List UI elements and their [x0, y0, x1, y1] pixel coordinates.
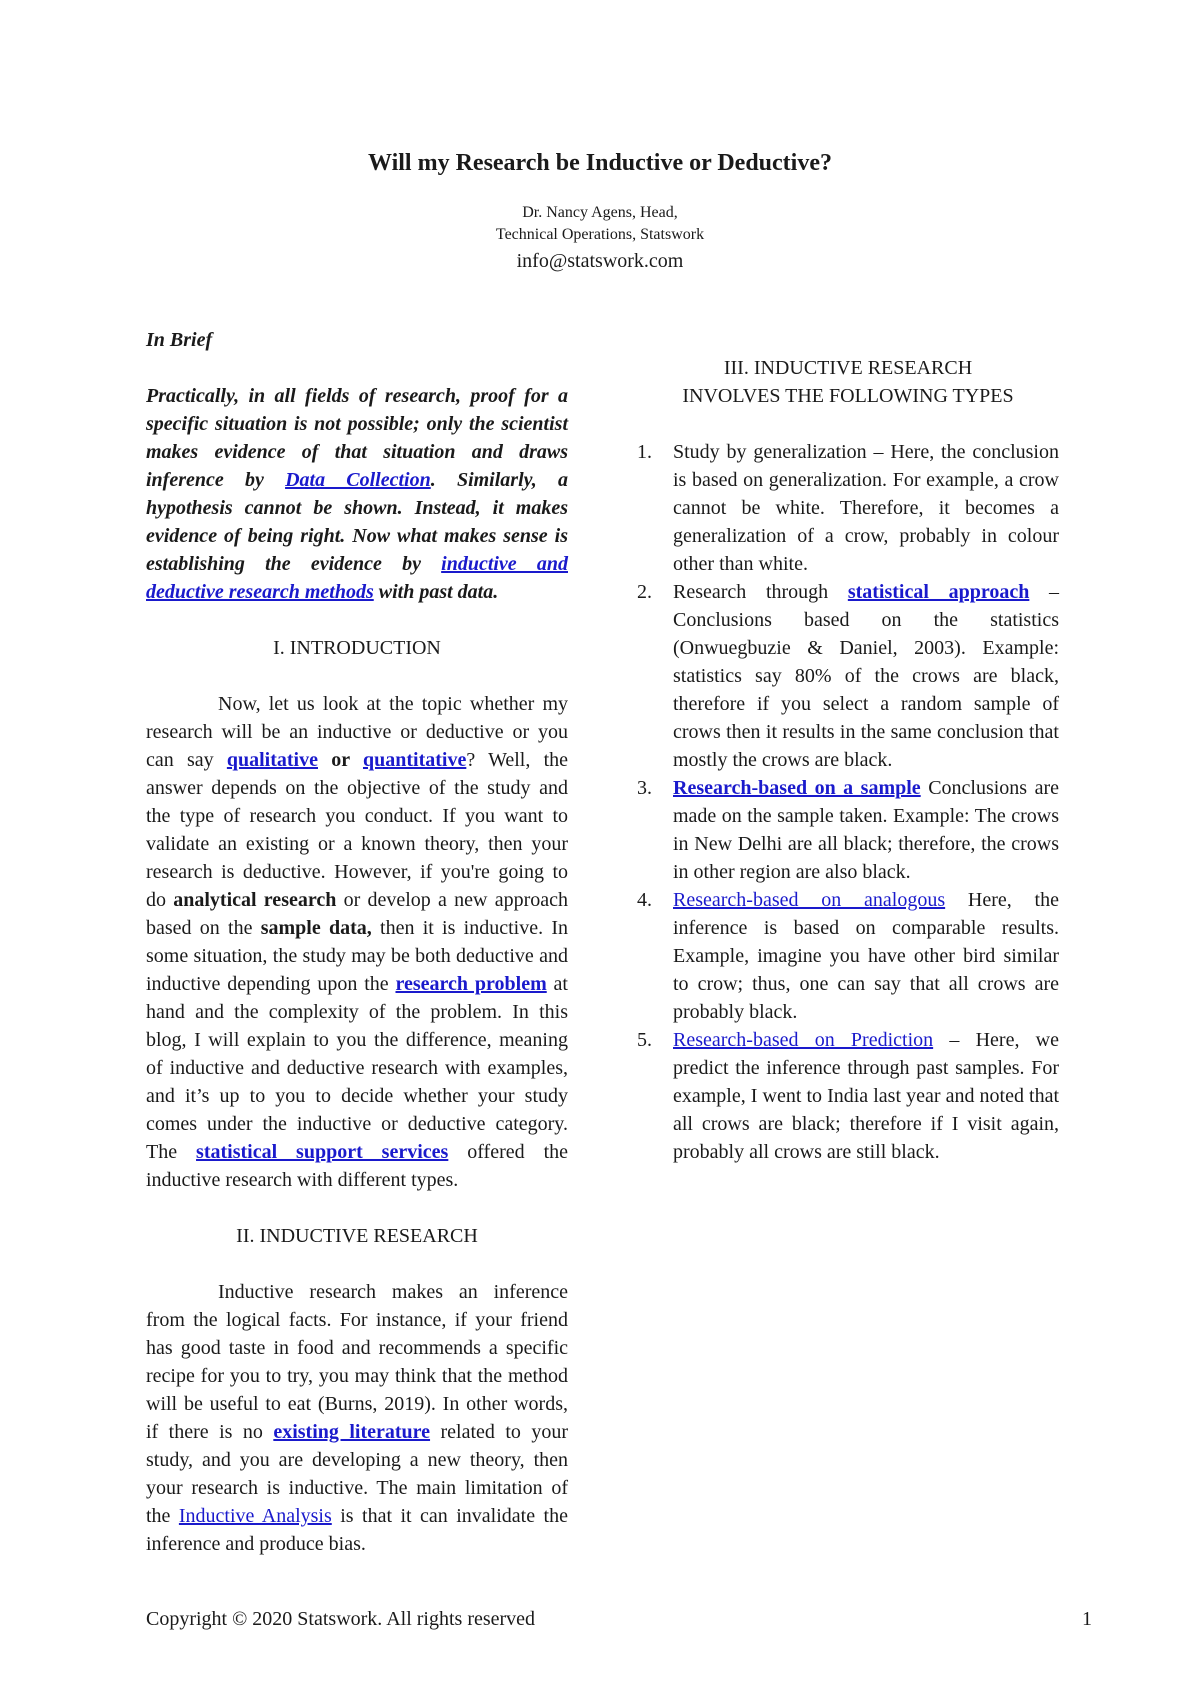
author-email: info@statswork.com [516, 250, 684, 272]
page-number: 1 [1082, 1608, 1092, 1630]
intro-text-3: or develop a new approach based on the [146, 889, 568, 939]
intro-or: or [318, 749, 363, 771]
data-collection-link[interactable]: Data Collection [285, 469, 431, 491]
brief-heading: In Brief [146, 329, 213, 351]
quantitative-link[interactable]: quantitative [362, 749, 467, 771]
list-item-number: 4. [637, 889, 652, 911]
left-column [146, 326, 568, 1558]
existing-literature-link[interactable]: existing literature [273, 1421, 431, 1443]
introduction-heading: I. INTRODUCTION [273, 637, 441, 659]
list-item-number: 5. [637, 1029, 652, 1051]
list-item [637, 578, 1059, 774]
types-heading-line-1: III. INDUCTIVE RESEARCH [723, 357, 973, 379]
research-based-analogous-link[interactable]: Research-based on analogous [673, 889, 946, 911]
list-item-number: 2. [637, 581, 652, 603]
copyright-footer: Copyright © 2020 Statswork. All rights reserved [146, 1608, 536, 1630]
research-based-prediction-link[interactable]: Research-based on Prediction [673, 1029, 934, 1051]
list-item-number: 3. [637, 777, 652, 799]
list-item [637, 1026, 1059, 1166]
inductive-text-3: is that it can invalidate the inference and produce bias. [146, 1505, 568, 1555]
list-item-number: 1. [637, 441, 652, 463]
list-item-text: Conclusions are made on the sample taken. Example: The crows in New Delhi are all black; therefore, the crows in other region are also black. [673, 777, 1059, 883]
document-title: Will my Research be Inductive or Deductive? [368, 150, 832, 176]
statistical-approach-link[interactable]: statistical approach [847, 581, 1030, 603]
list-item-text: – Conclusions based on the statistics (Onwuegbuzie & Daniel, 2003). Example: statistics say 80% of the crows are black, therefore if you select a random sample of crows then it results in the same conclusion that mostly the crows are black. [673, 581, 1059, 771]
inductive-research-paragraph [146, 1278, 568, 1558]
inductive-analysis-link[interactable]: Inductive Analysis [178, 1505, 332, 1527]
list-item [637, 774, 1059, 886]
types-heading-line-2: INVOLVES THE FOLLOWING TYPES [682, 385, 1014, 407]
list-item [637, 886, 1059, 1026]
inductive-text-2: related to your study, and you are developing a new theory, then your research is inductive. The main limitation of the [146, 1421, 569, 1527]
brief-text-1: Practically, in all fields of research, proof for a specific situation is not possible; only the scientist makes evidence of that situation and draws inference by [146, 385, 568, 491]
sample-data-bold: sample data, [260, 917, 372, 939]
list-item-text: Study by generalization – Here, the conclusion is based on generalization. For example, a crow cannot be white. Therefore, it becomes a generalization of a crow, probably in colour other than white. [673, 441, 1059, 575]
list-item-text: Research through [673, 581, 848, 603]
author-affiliation: Technical Operations, Statswork [495, 226, 705, 243]
types-list [637, 438, 1059, 1166]
list-item-text: Here, the inference is based on comparable results. Example, imagine you have other bird similar to crow; thus, one can say that all crows are probably black. [673, 889, 1059, 1023]
intro-text-4: then it is inductive. In some situation, the study may be both deductive and inductive depending upon the [146, 917, 568, 995]
research-problem-link[interactable]: research problem [395, 973, 547, 995]
brief-text-2: . Similarly, a hypothesis cannot be shown. Instead, it makes evidence of being right. Now what makes sense is establishing the evidence by [146, 469, 568, 575]
types-heading [637, 354, 1059, 410]
qualitative-link[interactable]: qualitative [226, 749, 318, 771]
brief-text-3: with past data. [373, 581, 499, 603]
introduction-paragraph [146, 690, 568, 1194]
statistical-support-services-link[interactable]: statistical support services [196, 1141, 449, 1163]
intro-text-6: offered the inductive research with different types. [146, 1141, 569, 1191]
author-name: Dr. Nancy Agens, Head, [522, 204, 678, 221]
list-item-text: – Here, we predict the inference through past samples. For example, I went to India last year and noted that all crows are black; therefore if I visit again, probably all crows are still black. [673, 1029, 1059, 1163]
brief-paragraph [146, 382, 568, 606]
intro-text-5: at hand and the complexity of the problem. In this blog, I will explain to you the difference, meaning of inductive and deductive research with examples, and it’s up to you to decide whether your study comes under the inductive or deductive category. The [146, 973, 568, 1163]
intro-text-1: Now, let us look at the topic whether my research will be an inductive or deductive or you can say [146, 693, 568, 771]
analytical-research-bold: analytical research [173, 889, 337, 911]
intro-text-2: ? Well, the answer depends on the objective of the study and the type of research you conduct. If you want to validate an existing or a known theory, then your research is deductive. However, if you're going to do [146, 749, 569, 911]
right-column [637, 326, 1059, 1166]
list-item [637, 438, 1059, 578]
inductive-deductive-methods-link[interactable]: inductive and deductive research methods [146, 553, 568, 603]
inductive-research-heading: II. INDUCTIVE RESEARCH [236, 1225, 478, 1247]
research-based-sample-link[interactable]: Research-based on a sample [673, 777, 921, 799]
inductive-text-1: Inductive research makes an inference from the logical facts. For instance, if your friend has good taste in food and recommends a specific recipe for you to try, you may think that the method will be useful to eat (Burns, 2019). In other words, if there is no [146, 1281, 568, 1443]
